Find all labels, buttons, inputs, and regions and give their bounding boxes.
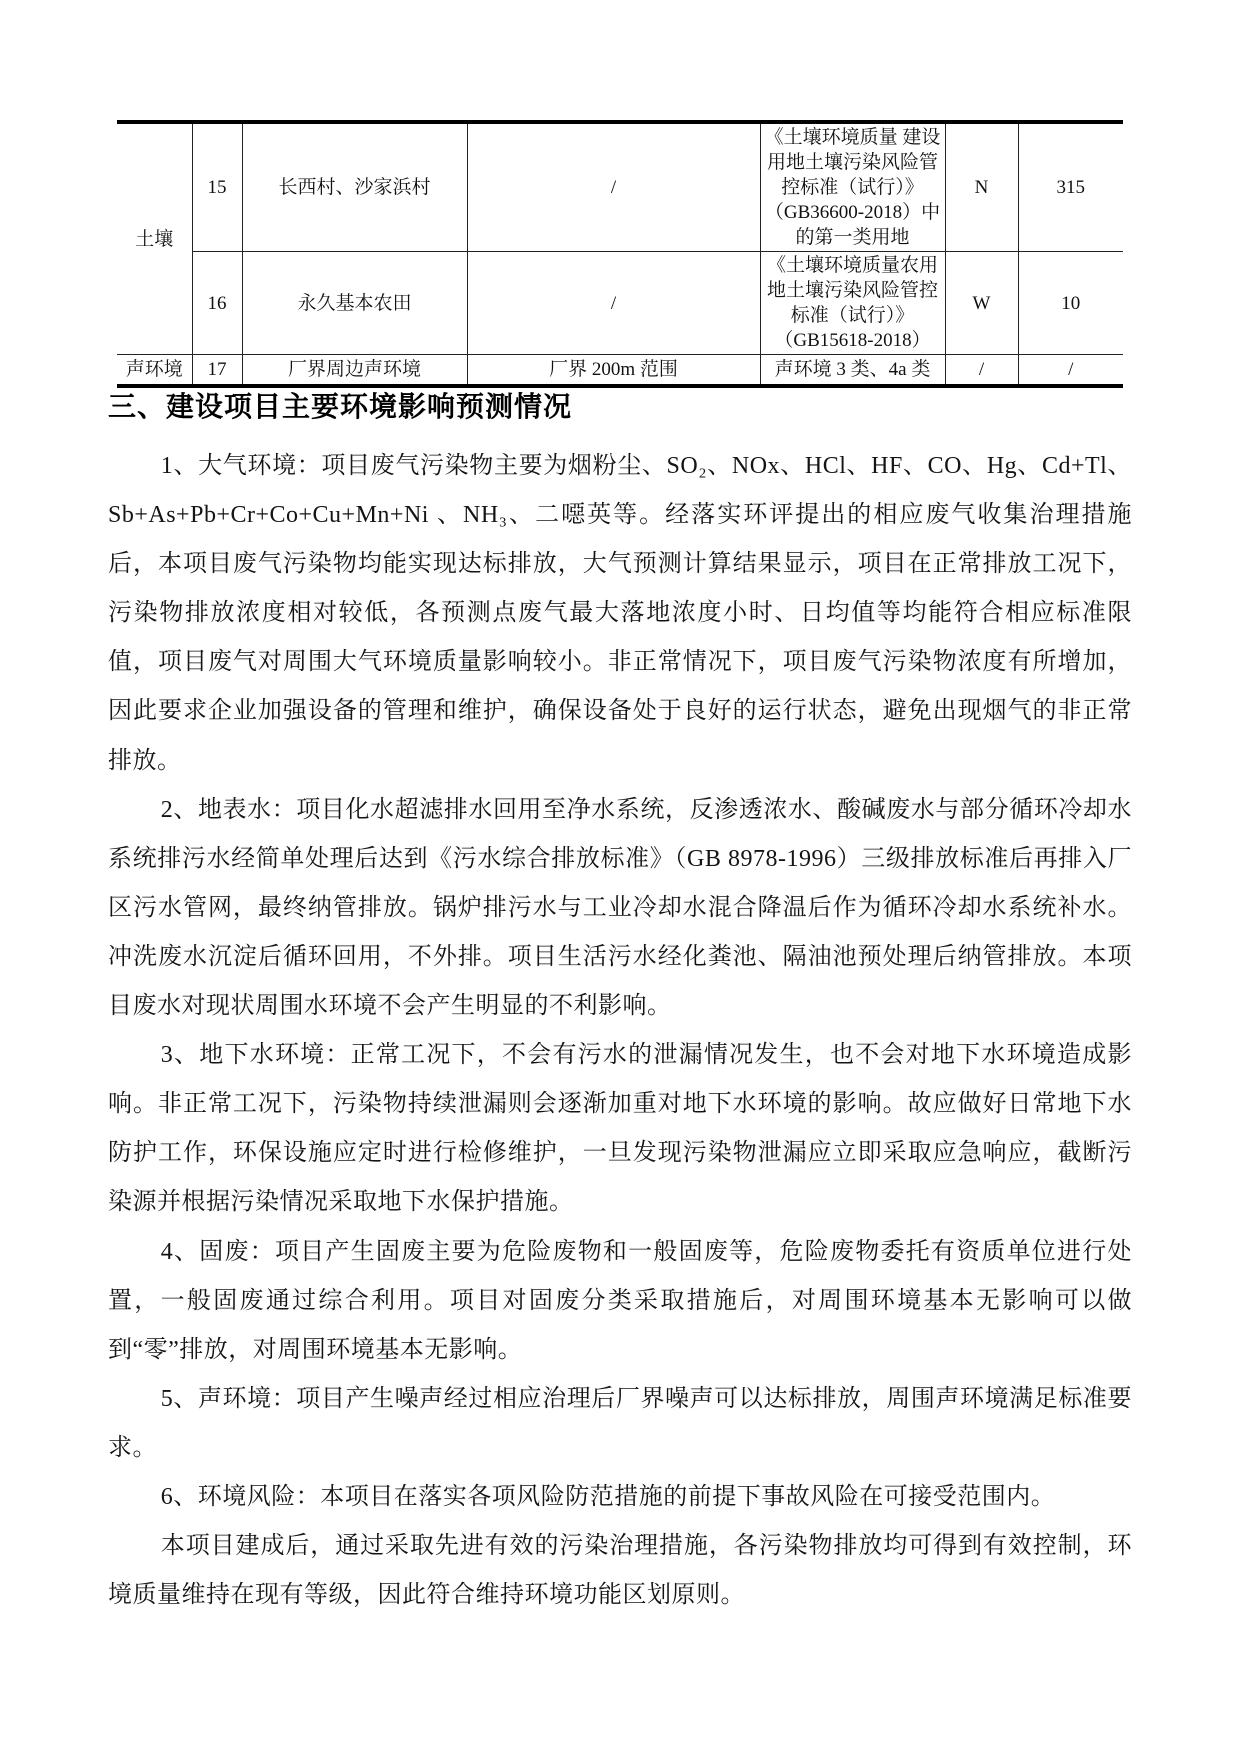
cell-17-no: 17	[192, 355, 242, 386]
cell-15-standard: 《土壤环境质量 建设用地土壤污染风险管控标准（试行）》（GB36600-2018）中的第一类用地	[760, 122, 945, 252]
cell-15-distance: 315	[1018, 122, 1123, 252]
table-row	[117, 252, 1123, 355]
section-heading: 三、建设项目主要环境影响预测情况	[108, 391, 573, 422]
paragraph-conclusion: 本项目建成后，通过采取先进有效的污染治理措施，各污染物排放均可得到有效控制，环境质量维持在现有等级，因此符合维持环境功能区划原则。	[108, 1533, 1132, 1609]
cell-16-standard: 《土壤环境质量农用地土壤污染风险管控标准（试行）》（GB15618-2018）	[760, 252, 945, 355]
paragraph-air: 1、大气环境：项目废气污染物主要为烟粉尘、SO₂、NOx、HCl、HF、CO、Hg、Cd+Tl、Sb+As+Pb+Cr+Co+Cu+Mn+Ni 、NH₃、二噁英等。经落实环评提出的相应废气收集治理措施后，本项目废气污染物均能实现达标排放，大气预测计算结果显示，项目在正常排放工况下，污染物排放浓度相对较低，各预测点废气最大落地浓度小时、日均值等均能符合相应标准限值，项目废气对周围大气环境质量影响较小。非正常情况下，项目废气污染物浓度有所增加，因此要求企业加强设备的管理和维护，确保设备处于良好的运行状态，避免出现烟气的非正常排放。	[108, 453, 1132, 774]
paragraph-environmental-risk: 6、环境风险：本项目在落实各项风险防范措施的前提下事故风险在可接受范围内。	[160, 1483, 1056, 1510]
cell-16-no: 16	[192, 252, 242, 355]
cell-noise-category: 声环境	[117, 355, 192, 386]
cell-17-standard: 声环境 3 类、4a 类	[760, 355, 945, 386]
cell-16-direction: W	[945, 252, 1018, 355]
cell-16-distance: 10	[1018, 252, 1123, 355]
paragraph-groundwater: 3、地下水环境：正常工况下，不会有污水的泄漏情况发生，也不会对地下水环境造成影响。非正常工况下，污染物持续泄漏则会逐渐加重对地下水环境的影响。故应做好日常地下水防护工作，环保设施应定时进行检修维护，一旦发现污染物泄漏应立即采取应急响应，截断污染源并根据污染情况采取地下水保护措施。	[108, 1042, 1132, 1216]
cell-16-name: 永久基本农田	[242, 252, 467, 355]
cell-15-no: 15	[192, 122, 242, 252]
cell-soil-category: 土壤	[117, 122, 192, 355]
table-row	[117, 122, 1123, 252]
cell-15-name: 长西村、沙家浜村	[242, 122, 467, 252]
body-text	[108, 442, 1132, 1620]
cell-16-scope: /	[467, 252, 760, 355]
cell-15-scope: /	[467, 122, 760, 252]
paragraph-noise: 5、声环境：项目产生噪声经过相应治理后厂界噪声可以达标排放，周围声环境满足标准要求。	[108, 1385, 1132, 1461]
cell-17-direction: /	[945, 355, 1018, 386]
protection-targets-table	[117, 120, 1123, 388]
cell-17-distance: /	[1018, 355, 1123, 386]
paragraph-surface-water: 2、地表水：项目化水超滤排水回用至净水系统，反渗透浓水、酸碱废水与部分循环冷却水系统排污水经简单处理后达到《污水综合排放标准》（GB 8978-1996）三级排放标准后再排入厂区污水管网，最终纳管排放。锅炉排污水与工业冷却水混合降温后作为循环冷却水系统补水。冲洗废水沉淀后循环回用，不外排。项目生活污水经化粪池、隔油池预处理后纳管排放。本项目废水对现状周围水环境不会产生明显的不利影响。	[108, 796, 1132, 1020]
paragraph-solid-waste: 4、固废：项目产生固废主要为危险废物和一般固废等，危险废物委托有资质单位进行处置，一般固废通过综合利用。项目对固废分类采取措施后，对周围环境基本无影响可以做到“零”排放，对周围环境基本无影响。	[108, 1238, 1132, 1363]
cell-17-name: 厂界周边声环境	[242, 355, 467, 386]
cell-15-direction: N	[945, 122, 1018, 252]
table-row	[117, 355, 1123, 386]
cell-17-scope: 厂界 200m 范围	[467, 355, 760, 386]
